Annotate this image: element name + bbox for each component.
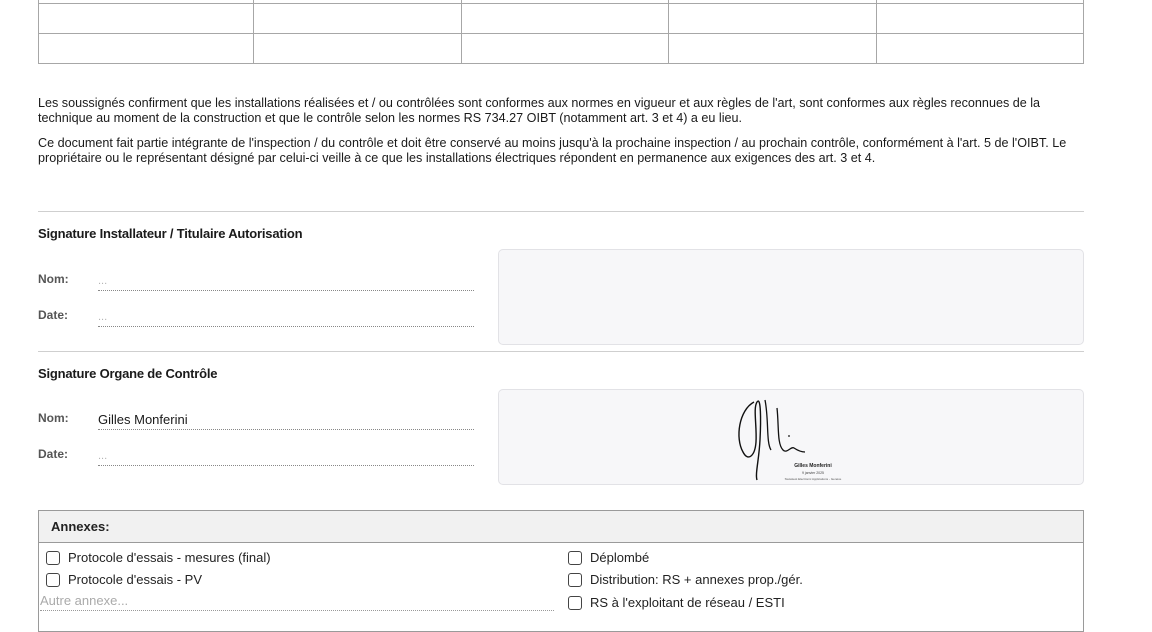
control-signature-title: Signature Organe de Contrôle <box>38 366 218 381</box>
annex-option-network-operator[interactable]: RS à l'exploitant de réseau / ESTI <box>568 595 785 610</box>
divider <box>38 211 1084 212</box>
annex-option-distribution[interactable]: Distribution: RS + annexes prop./gér. <box>568 572 803 587</box>
control-name-label: Nom: <box>38 411 69 425</box>
annexes-title: Annexes: <box>39 511 1083 543</box>
control-signature-pad[interactable] <box>498 389 1084 485</box>
control-date-field[interactable]: ... <box>98 447 474 466</box>
installer-date-field[interactable]: ... <box>98 308 474 327</box>
other-annex-input[interactable]: Autre annexe... <box>40 592 554 611</box>
table-row <box>39 34 1084 64</box>
checkbox[interactable] <box>568 573 582 587</box>
annex-option-deplombe[interactable]: Déplombé <box>568 550 649 565</box>
divider <box>38 351 1084 352</box>
table-row <box>39 4 1084 34</box>
stamp-name: Gilles Monferini <box>794 463 832 469</box>
control-date-label: Date: <box>38 447 69 461</box>
checkbox[interactable] <box>568 551 582 565</box>
installer-signature-title: Signature Installateur / Titulaire Autorisation <box>38 226 303 241</box>
handwritten-signature <box>499 390 1083 484</box>
installer-name-field[interactable]: ... <box>98 272 474 291</box>
checkbox[interactable] <box>46 573 60 587</box>
checkbox[interactable] <box>568 596 582 610</box>
control-name-field[interactable]: Gilles Monferini <box>98 411 474 430</box>
checkbox[interactable] <box>46 551 60 565</box>
annex-option-tests-pv[interactable]: Protocole d'essais - PV <box>46 572 202 587</box>
installer-name-label: Nom: <box>38 272 69 286</box>
declaration-paragraph-2: Ce document fait partie intégrante de l'inspection / du contrôle et doit être conservé au moins jusqu'à la prochaine inspection / au prochain contrôle, conformément à l'art. 5 de l'OIBT. Le propriétaire ou le représentant désigné par celui-ci veille à ce que les installations électriques répondent en permanence aux exigences des art. 3 et 4. <box>38 136 1067 165</box>
stamp-organization: Swisstest Electronic Applications - Genève <box>784 477 842 481</box>
annexes-section <box>38 510 1084 632</box>
results-table <box>38 0 1084 64</box>
installer-date-label: Date: <box>38 308 69 322</box>
declaration-paragraph-1: Les soussignés confirment que les installations réalisées et / ou contrôlées sont conformes aux normes en vigueur et aux règles de l'art, sont conformes aux règles reconnues de la technique au moment de la construction et que le contrôle selon les normes RS 734.27 OIBT (notamment art. 3 et 4) a eu lieu. <box>38 96 1041 125</box>
annex-option-tests-measures[interactable]: Protocole d'essais - mesures (final) <box>46 550 271 565</box>
stamp-date: 9 janvier 2025 <box>802 471 824 475</box>
installer-signature-pad[interactable] <box>498 249 1084 345</box>
